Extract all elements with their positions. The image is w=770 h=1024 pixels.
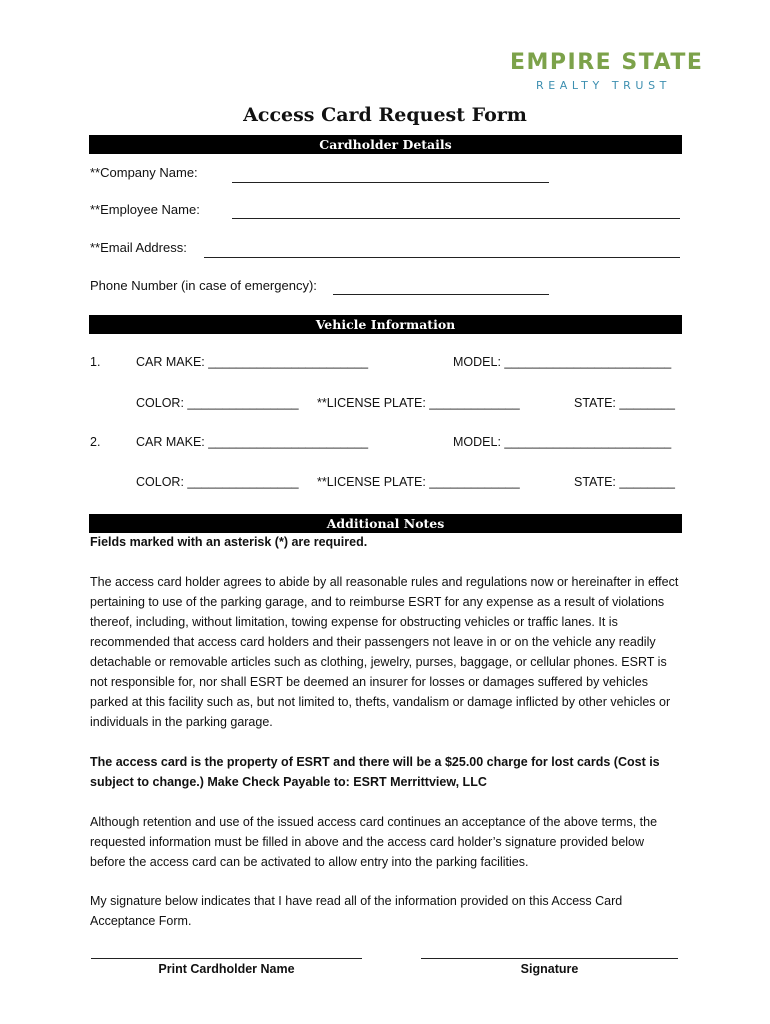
print-name-label: Print Cardholder Name	[158, 962, 295, 976]
employee-name-field[interactable]	[232, 218, 680, 219]
signature-field[interactable]	[421, 958, 678, 959]
phone-number-field[interactable]	[333, 294, 549, 295]
print-name-field[interactable]	[91, 958, 362, 959]
email-address-label: **Email Address:	[90, 240, 187, 255]
email-address-field[interactable]	[204, 257, 680, 258]
vehicle-1-number: 1.	[90, 355, 101, 369]
terms-paragraph: The access card holder agrees to abide by all reasonable rules and regulations now or hereinafter in effect pertaining to use of the parking garage, and to reimburse ESRT for any expense as a result of violations thereof, including, without limitation, towing expense for obstructing vehicles or traffic lanes. It is recommended that access card holders and their passengers not leave in or on the vehicle any readily detachable or removable articles such as clothing, jewelry, purses, baggage, or cellular phones. ESRT is not responsible for, nor shall ESRT be deemed an insurer for losses or damages suffered by vehicles parked at this facility such as, but not limited to, thefts, vandalism or damage inflicted by other vehicles or individuals in the parking garage.	[90, 575, 679, 729]
vehicle-1-color-field[interactable]: COLOR: ________________	[136, 396, 299, 410]
vehicle-1-model-field[interactable]: MODEL: ________________________	[453, 355, 672, 369]
lost-card-paragraph: The access card is the property of ESRT and there will be a $25.00 charge for lost cards (Cost is subject to change.) Make Check Payable to: ESRT Merrittview, LLC	[90, 755, 660, 789]
vehicle-2-color-field[interactable]: COLOR: ________________	[136, 475, 299, 489]
vehicle-2-number: 2.	[90, 435, 101, 449]
vehicle-2-model-field[interactable]: MODEL: ________________________	[453, 435, 672, 449]
company-name-label: **Company Name:	[90, 165, 198, 180]
acknowledgement-paragraph: My signature below indicates that I have read all of the information provided on this Access Card Acceptance Form.	[90, 894, 623, 928]
vehicle-1-make-field[interactable]: CAR MAKE: _______________________	[136, 355, 369, 369]
logo-title: EMPIRE STATE	[510, 50, 704, 75]
section-header-cardholder: Cardholder Details	[89, 135, 682, 154]
vehicle-2-license-plate-field[interactable]: **LICENSE PLATE: _____________	[317, 475, 520, 489]
signature-label: Signature	[520, 962, 579, 976]
company-name-field[interactable]	[232, 182, 549, 183]
logo-subtitle: REALTY TRUST	[536, 79, 671, 92]
retention-paragraph: Although retention and use of the issued access card continues an acceptance of the above terms, the requested information must be filled in above and the access card holder’s signature provided below before the access card can be activated to allow entry into the parking facilities.	[90, 815, 658, 869]
vehicle-1-state-field[interactable]: STATE: ________	[574, 396, 675, 410]
employee-name-label: **Employee Name:	[90, 202, 200, 217]
vehicle-2-make-field[interactable]: CAR MAKE: _______________________	[136, 435, 369, 449]
required-fields-note: Fields marked with an asterisk (*) are required.	[90, 535, 368, 549]
section-header-notes: Additional Notes	[89, 514, 682, 533]
vehicle-1-license-plate-field[interactable]: **LICENSE PLATE: _____________	[317, 396, 520, 410]
phone-number-label: Phone Number (in case of emergency):	[90, 278, 317, 293]
vehicle-2-state-field[interactable]: STATE: ________	[574, 475, 675, 489]
page-title: Access Card Request Form	[243, 104, 527, 126]
section-header-vehicle: Vehicle Information	[89, 315, 682, 334]
